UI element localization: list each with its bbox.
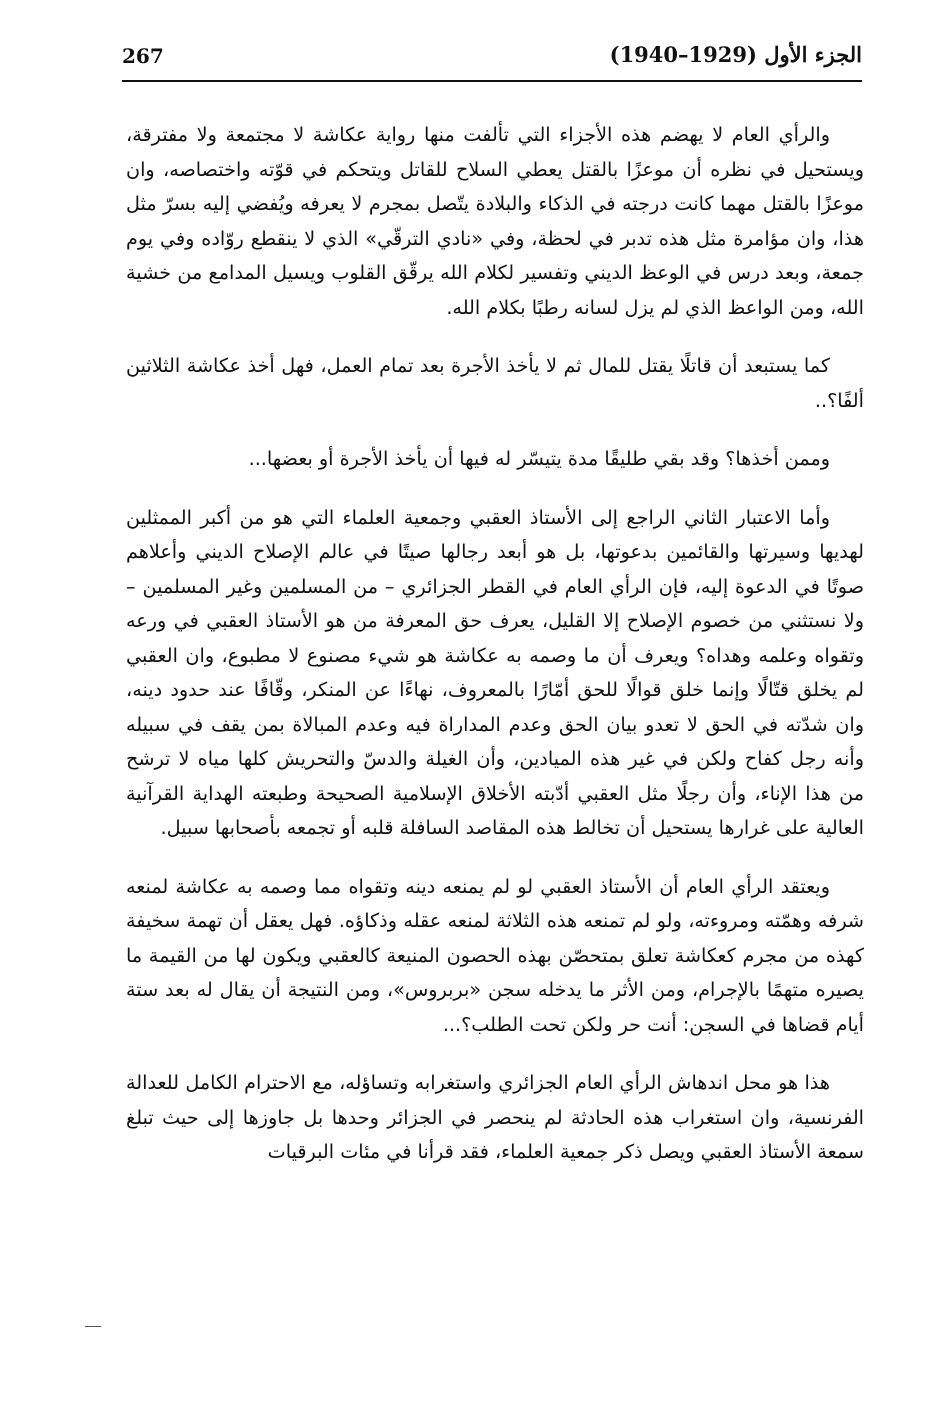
- page-number: 267: [122, 44, 164, 68]
- paragraph-4: وأما الاعتبار الثاني الراجع إلى الأستاذ العقبي وجمعية العلماء التي هو من أكبر الممثلين لهديها وسيرتها والقائمين بدعوتها، بل هو أبعد رجالها صيتًا في عالم الإصلاح الديني وأعلاهم صوتًا في الدعوة إليه، فإن الرأي العام في القطر الجزائري – من المسلمين وغير المسلمين – ولا نستثني من خصوم الإصلاح إلا القليل، يعرف حق المعرفة من هو الأستاذ العقبي في ورعه وتقواه وعلمه وهداه؟ ويعرف أن ما وصمه به عكاشة هو شيء مصنوع لا مطبوع، وان العقبي لم يخلق قتّالًا وإنما خلق قوالًا للحق أمّارًا بالمعروف، نهاءًا عن المنكر، وقّافًا عند حدود دينه، وان شدّته في الحق لا تعدو بيان الحق وعدم المداراة فيه وعدم المبالاة بمن يقف في سبيله وأنه رجل كفاح ولكن في غير هذه الميادين، وأن الغيلة والدسّ والتحريش كلها مياه لا ترشح من هذا الإناء، وأن رجلًا مثل العقبي أدّبته الأخلاق الإسلامية الصحيحة وطبعته الهداية القرآنية العالية على غرارها يستحيل أن تخالط هذه المقاصد السافلة قلبه أو تجمعه بأصحابها سبيل.: [126, 505, 864, 839]
- paragraph-1: والرأي العام لا يهضم هذه الأجزاء التي تألفت منها رواية عكاشة لا مجتمعة ولا مفترقة، ويستحيل في نظره أن موعزًا بالقتل يعطي السلاح للقاتل ويتحكم في قوّته واختصاصه، وان موعزًا بالقتل مهما كانت درجته في الذكاء والبلادة يتّصل بمجرم لا يعرفه ويُفضي إليه بسرّ مثل هذا، وان مؤامرة مثل هذه تدبر في لحظة، وفي «نادي الترقّي» الذي لا ينقطع روّاده وفي يوم جمعة، وبعد درس في الوعظ الديني وتفسير لكلام الله يرقّق القلوب ويسيل المدامع من خشية الله، ومن الواعظ الذي لم يزل لسانه رطبًا بكلام الله.: [126, 123, 864, 319]
- margin-mark: [85, 1326, 101, 1327]
- body-text: [126, 118, 864, 1194]
- paragraph-2: كما يستبعد أن قاتلًا يقتل للمال ثم لا يأخذ الأجرة بعد تمام العمل، فهل أخذ عكاشة الثلاثين ألفًا؟..: [126, 354, 864, 412]
- running-header: [122, 40, 862, 82]
- paragraph-6: هذا هو محل اندهاش الرأي العام الجزائري واستغرابه وتساؤله، مع الاحترام الكامل للعدالة الفرنسية، وان استغراب هذه الحادثة لم ينحصر في الجزائر وحدها بل جاوزها إلى حيث تبلغ سمعة الأستاذ العقبي ويصل ذكر جمعية العلماء، فقد قرأنا في مئات البرقيات: [126, 1071, 864, 1163]
- paragraph-3: وممن أخذها؟ وقد بقي طليقًا مدة يتيسّر له فيها أن يأخذ الأجرة أو بعضها...: [248, 447, 830, 470]
- running-title: الجزء الأول (1929–1940): [609, 42, 862, 67]
- paragraph-5: ويعتقد الرأي العام أن الأستاذ العقبي لو لم يمنعه دينه وتقواه مما وصمه به عكاشة لمنعه شرفه وهمّته ومروءته، ولو لم تمنعه هذه الثلاثة لمنعه عقله وذكاؤه. فهل يعقل أن تهمة سخيفة كهذه من مجرم كعكاشة تعلق بمتحصّن بهذه الحصون المنيعة كالعقبي ويكون لها من القيمة ما يصيره متهمًا بالإجرام، ومن الأثر ما يدخله سجن «بربروس»، ومن النتيجة أن يقال له بعد ستة أيام قضاها في السجن: أنت حر ولكن تحت الطلب؟...: [126, 874, 864, 1036]
